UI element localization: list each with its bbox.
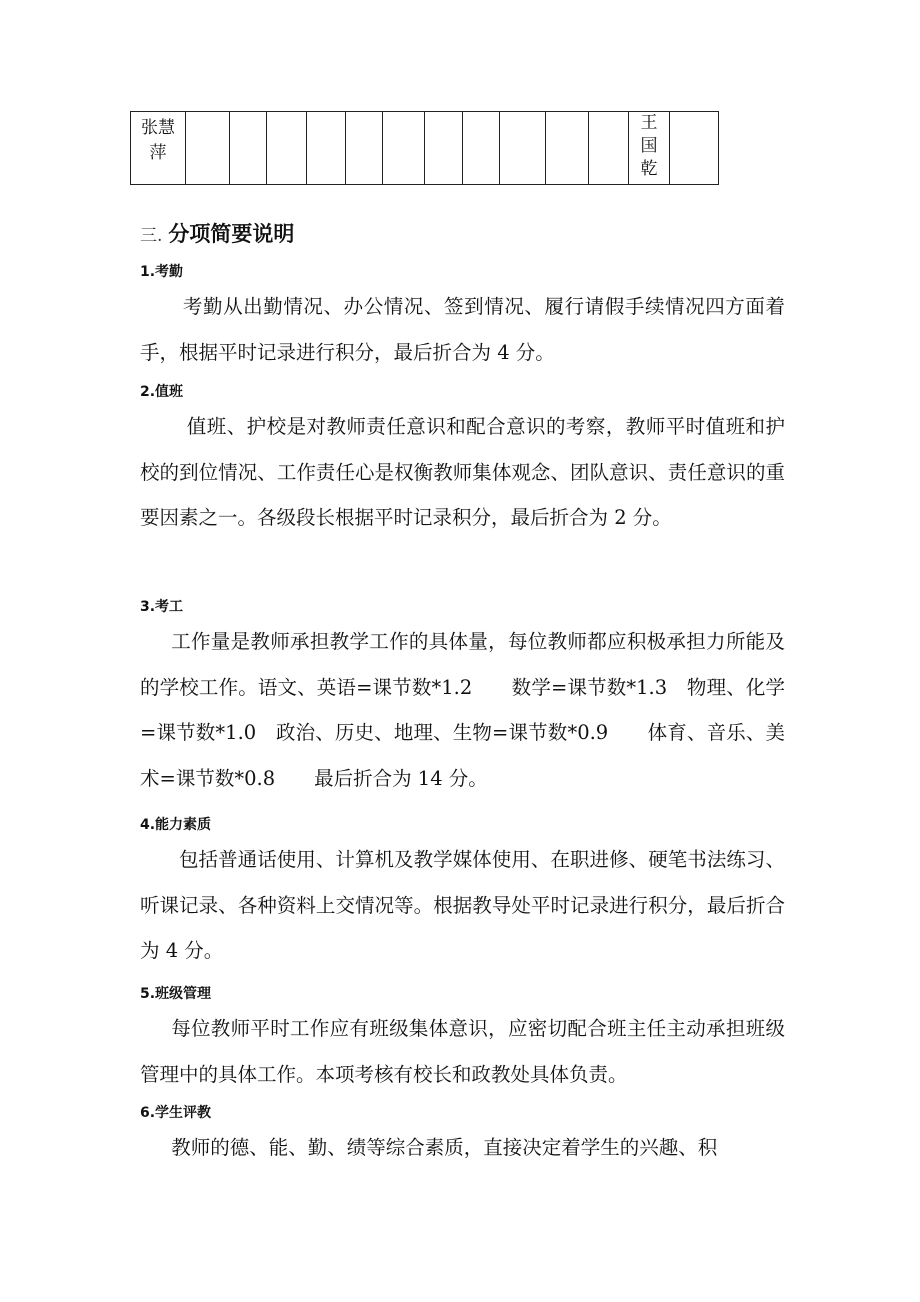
item-text-attendance: 考勤从出勤情况、办公情况、签到情况、履行请假手续情况四方面着手，根据平时记录进行积分，最后折合为 4 分。 xyxy=(140,295,785,364)
section-heading xyxy=(140,218,294,252)
table-cell xyxy=(589,112,629,185)
table-cell xyxy=(500,112,546,185)
score-table xyxy=(130,111,719,185)
table-cell xyxy=(230,112,267,185)
name-line-2: 萍 xyxy=(149,143,167,163)
section-title: 分项简要说明 xyxy=(168,221,295,246)
table-cell xyxy=(346,112,383,185)
table-cell xyxy=(670,112,719,185)
item-text-ability: 包括普通话使用、计算机及教学媒体使用、在职进修、硬笔书法练习、听课记录、各种资料上交情况等。根据教导处平时记录进行积分，最后折合为 4 分。 xyxy=(140,848,785,962)
table-cell xyxy=(267,112,307,185)
vertical-char: 国 xyxy=(640,136,658,156)
vertical-char: 王 xyxy=(640,113,658,133)
section-number: 三. xyxy=(140,226,163,246)
name-line-1: 张慧 xyxy=(141,118,175,138)
item-heading-workload: 3.考工 xyxy=(140,599,184,615)
table-cell xyxy=(546,112,589,185)
item-text-workload: 工作量是教师承担教学工作的具体量，每位教师都应积极承担力所能及的学校工作。语文、英语=课节数*1.2 数学=课节数*1.3 物理、化学=课节数*1.0 政治、历史、地理、生物=课节数*0.9 体育、音乐、美术=课节数*0.8 最后折合为 14 分。 xyxy=(140,630,785,790)
table-cell xyxy=(307,112,346,185)
item-heading-duty: 2.值班 xyxy=(140,384,184,400)
item-heading-attendance: 1.考勤 xyxy=(140,264,184,280)
table-cell xyxy=(425,112,463,185)
item-text-student-evaluation: 教师的德、能、勤、绩等综合素质，直接决定着学生的兴趣、积 xyxy=(171,1136,718,1159)
table-cell xyxy=(463,112,500,185)
table-row xyxy=(131,112,719,185)
item-text-duty: 值班、护校是对教师责任意识和配合意识的考察，教师平时值班和护校的到位情况、工作责任心是权衡教师集体观念、团队意识、责任意识的重要因素之一。各级段长根据平时记录积分，最后折合为 2 分。 xyxy=(140,415,785,529)
item-heading-ability: 4.能力素质 xyxy=(140,817,212,833)
item-text-class-management: 每位教师平时工作应有班级集体意识，应密切配合班主任主动承担班级管理中的具体工作。本项考核有校长和政教处具体负责。 xyxy=(140,1017,785,1086)
table-cell xyxy=(383,112,425,185)
item-heading-class-management: 5.班级管理 xyxy=(140,986,212,1002)
table-cell-vertical-name xyxy=(629,112,670,185)
vertical-char: 乾 xyxy=(640,159,658,179)
item-heading-student-evaluation: 6.学生评教 xyxy=(140,1105,212,1121)
table-cell-name xyxy=(131,112,186,185)
table-cell xyxy=(186,112,230,185)
